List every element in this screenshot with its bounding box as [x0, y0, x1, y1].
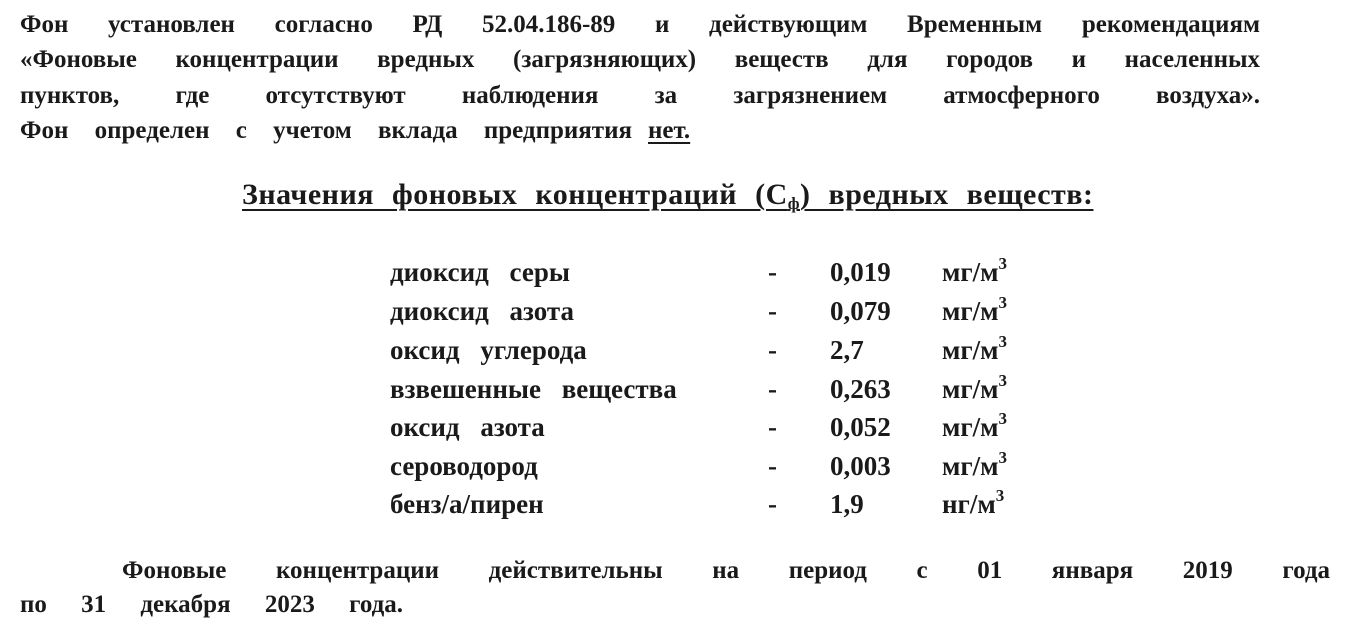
substance-value: 0,019 [830, 257, 891, 287]
unit-exponent: 3 [998, 254, 1008, 273]
intro-line-3: пунктов, где отсутствуют наблюдения за загрязнением атмосферного воздуха». [20, 82, 1260, 109]
unit-text: мг/м [942, 374, 999, 404]
intro-line-4 [20, 118, 700, 143]
unit-exponent: 3 [998, 448, 1008, 467]
substance-dash: - [768, 412, 777, 442]
heading-text-after: ) вредных веществ: [800, 178, 1094, 211]
substance-unit [942, 450, 1007, 482]
substance-unit [942, 411, 1007, 443]
unit-text: мг/м [942, 451, 999, 481]
validity-line-2: по 31 декабря 2023 года. [20, 591, 404, 618]
substance-dash: - [768, 335, 777, 365]
heading-text-before: Значения фоновых концентраций (С [242, 178, 788, 211]
substance-value: 0,003 [830, 451, 891, 481]
enterprise-contribution-value: нет. [648, 117, 691, 144]
unit-exponent: 3 [995, 486, 1005, 505]
enterprise-contribution-label: Фон определен с учетом вклада предприятия [20, 117, 633, 144]
substance-value: 0,263 [830, 374, 891, 404]
unit-exponent: 3 [998, 409, 1008, 428]
substance-unit [942, 334, 1007, 366]
unit-text: мг/м [942, 296, 999, 326]
unit-text: мг/м [942, 257, 999, 287]
unit-exponent: 3 [998, 293, 1008, 312]
unit-text: мг/м [942, 335, 999, 365]
unit-text: мг/м [942, 412, 999, 442]
substance-name: бенз/а/пирен [390, 489, 544, 519]
substance-dash: - [768, 296, 777, 326]
substance-value: 0,052 [830, 412, 891, 442]
substance-value: 2,7 [830, 335, 864, 365]
substance-dash: - [768, 257, 777, 287]
substance-dash: - [768, 489, 777, 519]
substance-name: взвешенные вещества [390, 374, 677, 404]
page-heading [242, 178, 1258, 214]
substance-value: 0,079 [830, 296, 891, 326]
substance-dash: - [768, 374, 777, 404]
substance-name: сероводород [390, 451, 538, 481]
substance-unit [942, 256, 1007, 288]
substance-unit [942, 373, 1007, 405]
substance-unit [942, 488, 1004, 520]
substance-name: диоксид серы [390, 257, 570, 287]
substance-name: оксид азота [390, 412, 545, 442]
unit-exponent: 3 [998, 332, 1008, 351]
intro-line-2: «Фоновые концентрации вредных (загрязняющих) веществ для городов и населенных [20, 46, 1260, 73]
intro-line-1: Фон установлен согласно РД 52.04.186-89 и действующим Временным рекомендациям [20, 11, 1260, 38]
substance-unit [942, 295, 1007, 327]
substance-dash: - [768, 451, 777, 481]
heading-subscript: ф [787, 194, 800, 213]
unit-exponent: 3 [998, 371, 1008, 390]
substance-value: 1,9 [830, 489, 864, 519]
substance-name: оксид углерода [390, 335, 587, 365]
substance-name: диоксид азота [390, 296, 574, 326]
validity-line-1: Фоновые концентрации действительны на период с 01 января 2019 года [122, 557, 1330, 584]
unit-text: нг/м [942, 489, 996, 519]
